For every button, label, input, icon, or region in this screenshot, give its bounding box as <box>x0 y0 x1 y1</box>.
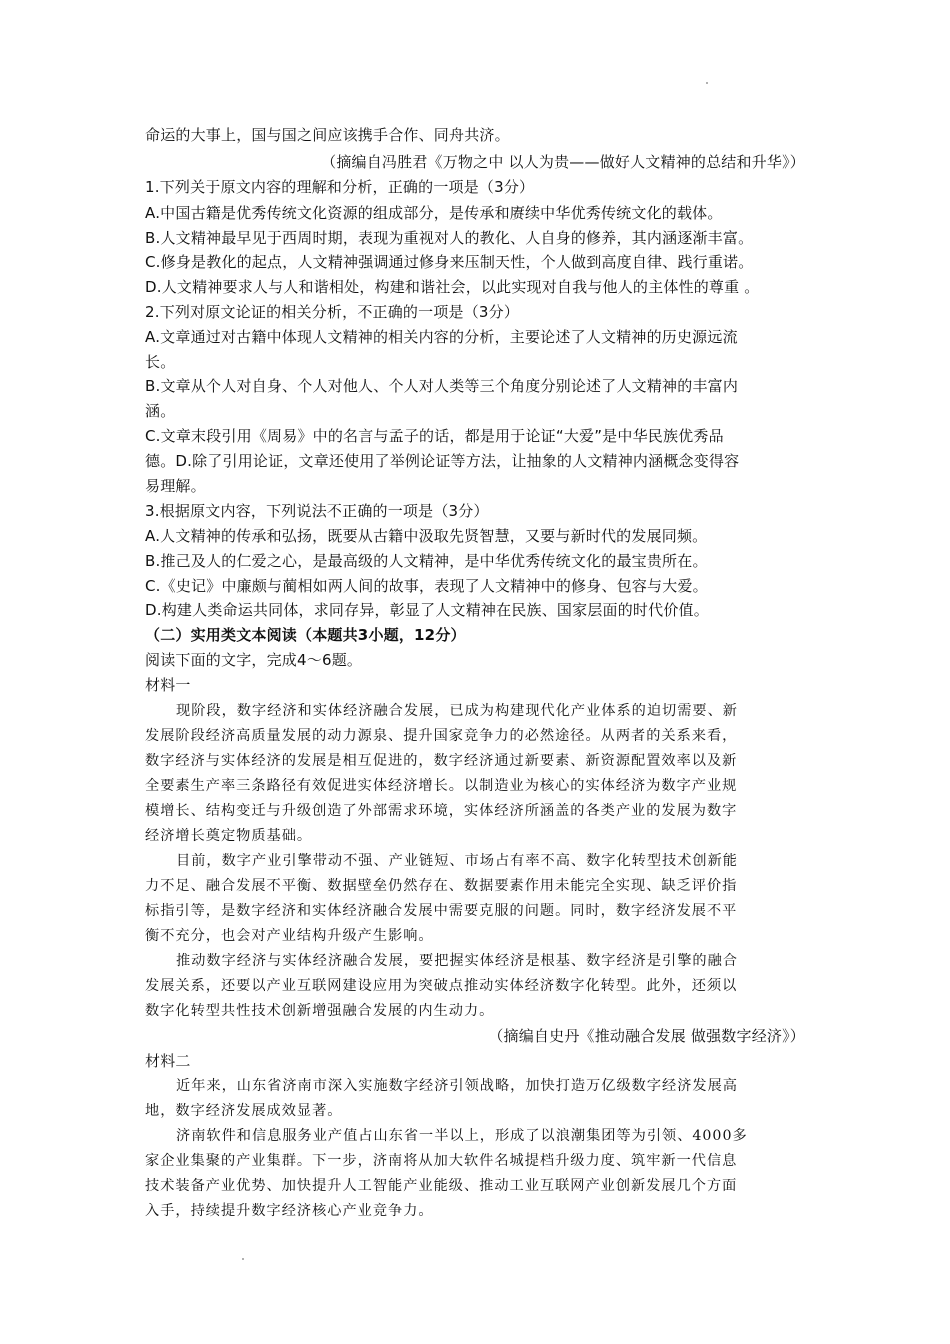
option-1b: B.人文精神最早见于西周时期，表现为重视对人的教化、人自身的修养，其内涵逐渐丰富。 <box>145 229 754 247</box>
option-2b-cont: 涵。 <box>145 402 176 420</box>
material-2-label: 材料二 <box>145 1052 191 1070</box>
question-2: 2.下列对原文论证的相关分析，不正确的一项是（3分） <box>145 303 520 321</box>
option-3c: C.《史记》中廉颇与蔺相如两人间的故事，表现了人文精神中的修身、包容与大爱。 <box>145 577 708 595</box>
option-2a: A.文章通过对古籍中体现人文精神的相关内容的分析，主要论述了人文精神的历史源远流 <box>145 328 738 346</box>
option-1c: C.修身是教化的起点，人文精神强调通过修身来压制天性，个人做到高度自律、践行重诺。 <box>145 253 754 271</box>
material-1-para-1: 模增长、结构变迁与升级创造了外部需求环境，实体经济所涵盖的各类产业的发展为数字 <box>145 803 738 819</box>
material-2-para-1: 地，数字经济发展成效显著。 <box>145 1103 343 1119</box>
material-1-para-2: 目前，数字产业引擎带动不强、产业链短、市场占有率不高、数字化转型技术创新能 <box>176 853 738 869</box>
question-3: 3.根据原文内容，下列说法不正确的一项是（3分） <box>145 502 489 520</box>
material-1-para-3: 数字化转型共性技术创新增强融合发展的内生动力。 <box>145 1003 495 1019</box>
material-2-para-2: 技术装备产业优势、加快提升人工智能产业能级、推动工业互联网产业创新发展几个方面 <box>145 1178 738 1194</box>
material-2-para-1: 近年来，山东省济南市深入实施数字经济引领战略，加快打造万亿级数字经济发展高 <box>176 1078 738 1094</box>
material-1-para-2: 衡不充分，也会对产业结构升级产生影响。 <box>145 928 434 944</box>
material-1-para-3: 发展关系，还要以产业互联网建设应用为突破点推动实体经济数字化转型。此外，还须以 <box>145 978 738 994</box>
question-1: 1.下列关于原文内容的理解和分析，正确的一项是（3分） <box>145 178 535 196</box>
option-1a: A.中国古籍是优秀传统文化资源的组成部分，是传承和赓续中华优秀传统文化的载体。 <box>145 204 723 222</box>
source-citation: （摘编自史丹《推动融合发展 做强数字经济》） <box>488 1027 805 1045</box>
option-3a: A.人文精神的传承和弘扬，既要从古籍中汲取先贤智慧，又要与新时代的发展同频。 <box>145 527 708 545</box>
section-heading: （二）实用类文本阅读（本题共3小题，12分） <box>145 626 466 644</box>
material-1-para-1: 现阶段，数字经济和实体经济融合发展，已成为构建现代化产业体系的迫切需要、新 <box>176 703 738 719</box>
source-citation: （摘编自冯胜君《万物之中 以人为贵——做好人文精神的总结和升华》） <box>321 153 805 171</box>
option-2a-cont: 长。 <box>145 353 176 371</box>
instruction: 阅读下面的文字，完成4～6题。 <box>145 651 363 669</box>
option-2c-2d: 德。D.除了引用论证，文章还使用了举例论证等方法，让抽象的人文精神内涵概念变得容 <box>145 452 740 470</box>
option-2d-cont: 易理解。 <box>145 477 206 495</box>
material-1-para-2: 力不足、融合发展不平衡、数据壁垒仍然存在、数据要素作用未能完全实现、缺乏评价指 <box>145 878 738 894</box>
option-2c: C.文章末段引用《周易》中的名言与孟子的话，都是用于论证“大爱”是中华民族优秀品 <box>145 427 724 445</box>
option-2b: B.文章从个人对自身、个人对他人、个人对人类等三个角度分别论述了人文精神的丰富内 <box>145 377 739 395</box>
scan-dot <box>242 1258 244 1260</box>
material-1-label: 材料一 <box>145 676 191 694</box>
material-1-para-1: 全要素生产率三条路径有效促进实体经济增长。以制造业为核心的实体经济为数字产业规 <box>145 778 738 794</box>
material-2-para-2: 济南软件和信息服务业产值占山东省一半以上，形成了以浪潮集团等为引领、4000多 <box>176 1128 748 1144</box>
option-1d: D.人文精神要求人与人和谐相处，构建和谐社会，以此实现对自我与他人的主体性的尊重 。 <box>145 278 760 296</box>
material-1-para-1: 经济增长奠定物质基础。 <box>145 828 313 844</box>
material-1-para-2: 标指引等，是数字经济和实体经济融合发展中需要克服的问题。同时，数字经济发展不平 <box>145 903 738 919</box>
material-2-para-2: 入手，持续提升数字经济核心产业竞争力。 <box>145 1203 434 1219</box>
material-2-para-2: 家企业集聚的产业集群。下一步，济南将从加大软件名城提档升级力度、筑牢新一代信息 <box>145 1153 738 1169</box>
material-1-para-3: 推动数字经济与实体经济融合发展，要把握实体经济是根基、数字经济是引擎的融合 <box>176 953 738 969</box>
material-1-para-1: 数字经济与实体经济的发展是相互促进的，数字经济通过新要素、新资源配置效率以及新 <box>145 753 738 769</box>
scan-dot <box>706 82 708 84</box>
material-1-para-1: 发展阶段经济高质量发展的动力源泉、提升国家竞争力的必然途径。从两者的关系来看， <box>145 728 738 744</box>
text-line: 命运的大事上，国与国之间应该携手合作、同舟共济。 <box>145 126 510 144</box>
option-3b: B.推己及人的仁爱之心，是最高级的人文精神，是中华优秀传统文化的最宝贵所在。 <box>145 552 708 570</box>
option-3d: D.构建人类命运共同体，求同存异，彰显了人文精神在民族、国家层面的时代价值。 <box>145 601 709 619</box>
